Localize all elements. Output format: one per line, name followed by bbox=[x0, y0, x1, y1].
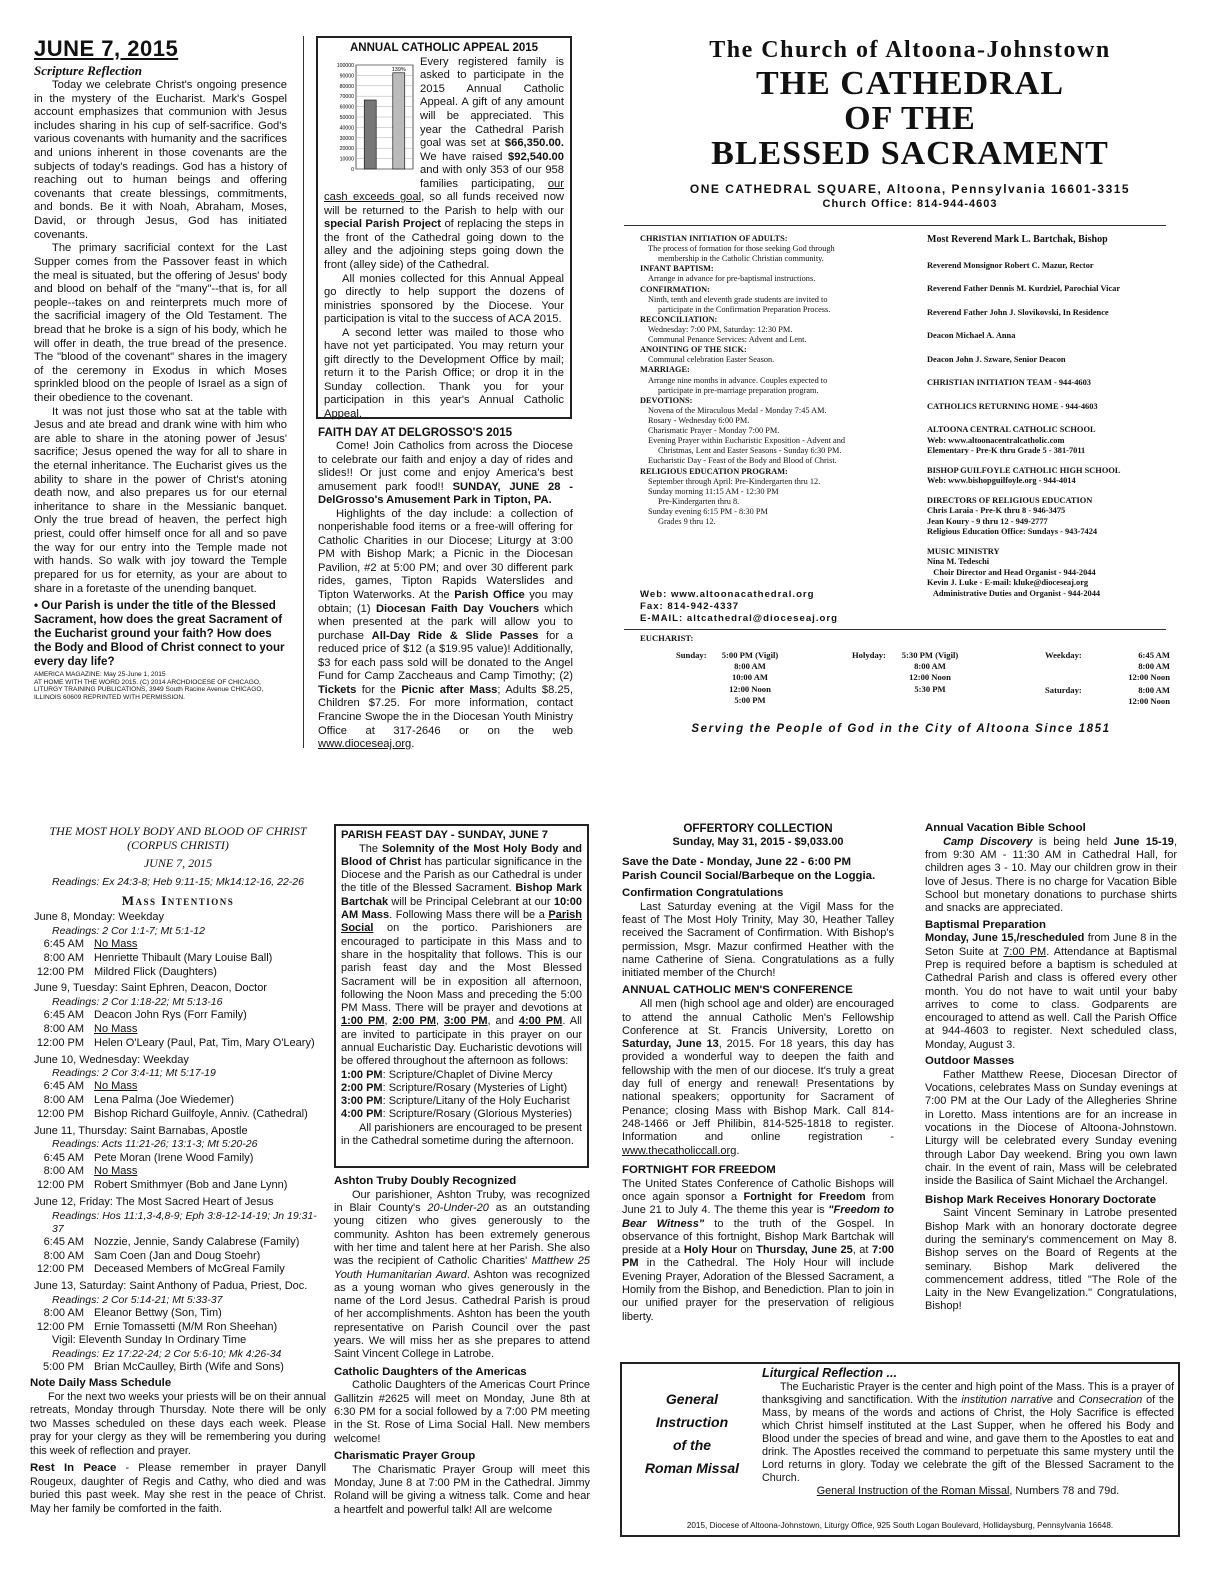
bottom-middle-articles: Ashton Truby Doubly Recognized Our parishioner, Ashton Truby, was recognized in Blair County's 20-Under-20 as an outstanding young citizen who gives generously to the community. Ashton has been extremely generous with her time and talent here at her Parish. She also was the recipient of Catholic Charities' Matthew 25 Youth Humanitarian Award. Ashton was recognized as a young woman who gives generously in the name of the Lord Jesus. Cathedral Parish is proud of her accomplishments. Ashton has been the youth representative on Parish Council over the past years. We will miss her as she prepares to attend Saint Vincent College in Latrobe. Catholic Daughters of the Americas Catholic Daughters of the Americas Court Prince Gallitzin #2625 will meet on Monday, June 8th at 6:30 PM for a social followed by a 7:00 PM meeting in the St. Rose of Lima Social Hall. New members welcome! Charismatic Prayer Group The Charismatic Prayer Group will meet this Monday, June 8 at 7:00 PM in the Cathedral. Jimmy Roland will be giving a witness talk. Come and hear a heartfelt and powerful talk! All are welcome bbox=[334, 1175, 591, 1516]
staff-detail: Choir Director and Head Organist - 944-2044 bbox=[927, 567, 1096, 577]
mass-time: 8:00 AM bbox=[914, 661, 946, 672]
staff-detail: Web: www.altoonacentralcatholic.com bbox=[927, 435, 1065, 445]
intention-name: Henriette Thibault (Mary Louise Ball) bbox=[94, 951, 273, 964]
data-label: 139% bbox=[391, 66, 406, 73]
intention-row bbox=[34, 1108, 326, 1122]
bar-raised bbox=[393, 73, 405, 169]
intention-time: 6:45 AM bbox=[43, 1009, 84, 1022]
intention-row bbox=[34, 1037, 326, 1051]
scripture-reflection bbox=[34, 36, 287, 702]
info-line: Ninth, tenth and eleventh grade students are invited to bbox=[648, 294, 828, 304]
info-line: Arrange in advance for pre-baptismal instructions. bbox=[648, 274, 816, 284]
intention-day: June 12, Friday: The Most Sacred Heart of Jesus bbox=[34, 1195, 274, 1208]
intention-readings: Readings: 2 Cor 1:18-22; Mt 5:13-16 bbox=[52, 996, 223, 1009]
staff-name: DIRECTORS OF RELIGIOUS EDUCATION bbox=[927, 495, 1093, 505]
info-line: ANOINTING OF THE SICK: bbox=[640, 345, 747, 355]
address: ONE CATHEDRAL SQUARE, Altoona, Pennsylvania 16601-3315 bbox=[689, 182, 1131, 196]
mass-time: 12:00 Noon bbox=[1128, 696, 1170, 707]
staff-detail: Chris Laraia - Pre-K thru 8 - 946-3475 bbox=[927, 506, 1066, 515]
offertory-title: OFFERTORY COLLECTION bbox=[683, 822, 833, 835]
staff-entry bbox=[927, 331, 1172, 342]
liturgical-reflection: Liturgical Reflection ... The Eucharistic Prayer is the center and high point of the Mass. This is a prayer of thanksgiving and sanctification. With the institution narrative and Consecration of the Mass, by means of the words and actions of Christ, the Holy Sacrifice is effected which Christ himself instituted at the Last Supper, when he offered his Body and Blood under the species of bread and wine, and gave them to the Apostles to eat and drink. The Apostles received the command to perpetuate this same mystery until the Lord returns in glory. Today we celebrate the gift of the Blessed Sacrament to the Church. General Instruction of the Roman Missal, Numbers 78 and 79d. bbox=[762, 1366, 1175, 1497]
intention-name: Helen O'Leary (Paul, Pat, Tim, Mary O'Leary) bbox=[94, 1036, 315, 1049]
staff-detail: Religious Education Office: Sundays - 943-7424 bbox=[927, 527, 1098, 536]
intention-name: Pete Moran (Irene Wood Family) bbox=[94, 1151, 254, 1164]
intention-day: June 8, Monday: Weekday bbox=[34, 911, 165, 924]
appeal-text: Every registered family is asked to participate in the 2015 Annual Catholic Appeal. A gift of any amount will be appreciated. This year the Cathedral Parish goal was set at $66,350.00. We have raised $92,540.00 and with only 353 of our 958 families participating, our cash exceeds goal, so all funds received now will be returned to the Parish to help with our special Parish Project of replacing the steps in the front of the Cathedral going down to the alley and the adjoining steps going down the front (alley side) of the Cathedral. bbox=[324, 55, 564, 271]
bottom-right-col-b: Annual Vacation Bible School Camp Discovery is being held June 15-19, from 9:30 AM - 11:30 AM in Cathedral Hall, for children ages 3 - 10. May our children grow in their love of Jesus. There is no charge for Vacation Bible School but monetary donations to purchase shirts and snacks are appreciated. Baptismal Preparation Monday, June 15,/rescheduled from June 8 in the Seton Suite at 7:00 PM. Attendance at Baptismal Prep is required before a baptism is scheduled at Cathedral Parish and class is offered every other month. You do not have to wait until your baby arrives to come to class. Godparents are encouraged to attend as well. Call the Parish Office at 944-4603 to register. Next scheduled class, Monday, August 3. Outdoor Masses Father Matthew Reese, Diocesan Director of Vocations, celebrates Mass on Sunday evenings at 7:00 PM at the Our Lady of the Allegheries Shrine in Loretto. Mass intentions are for an increase in vocations in the Diocese of Altoona-Johnstown. Liturgy will be celebrated every Sunday evening through Labor Day weekend. Bring you own lawn chair. In the event of rain, Mass will be celebrated inside the Basilica of Saint Michael the Archangel. Bishop Mark Receives Honorary Doctorate Saint Vincent Seminary in Latrobe presented Bishop Mark with an honorary doctorate degree during the seminary's commencement on May 8. Bishop serves on the Board of Regents at the seminary. Bishop Mark delivered the commencement address, titled "The Role of the Laity in the New Evangelization." Congratulations, Bishop! bbox=[925, 822, 1178, 1313]
info-line: RECONCILIATION: bbox=[640, 314, 718, 324]
info-line: CHRISTIAN INITIATION OF ADULTS: bbox=[640, 234, 788, 243]
intention-time: 6:45 AM bbox=[43, 1080, 84, 1093]
intention-day: June 10, Wednesday: Weekday bbox=[34, 1053, 189, 1066]
intention-name: Ernie Tomassetti (M/M Ron Sheehan) bbox=[94, 1320, 278, 1333]
staff-entry bbox=[927, 547, 1172, 600]
liturgical-footer: 2015, Diocese of Altoona-Johnstown, Liturgy Office, 925 South Logan Boulevard, Hollidaysburg, Pennsylvania 16648. bbox=[686, 1521, 1114, 1530]
daily-note-text: For the next two weeks your priests will be on their annual retreats, Monday through Thursday. Note there will be only two Masses scheduled on these days each week. Please pray for your clergy as they will be remembering you during this week of reflection and prayer. bbox=[30, 1390, 326, 1457]
mass-time: 10:00 AM bbox=[731, 672, 769, 683]
devotion-time: 2:00 PM bbox=[341, 1081, 383, 1094]
intention-time: 5:00 PM bbox=[43, 1361, 84, 1374]
reflection-paragraph: It was not just those who sat at the table with Jesus and ate bread and drank wine with him who are able to share in the atoning power of Jesus' sacrifice; Jesus opened the way for all to share in the eternal inheritance. The Eucharist gives us the ability to share in the power of Christ's atoning death now, and also prepares us for our eternal inheritance to share in the Messianic banquet. Only the true bread of heaven, the perfect high priest, could offer himself once for all and so pave the way for our entry into the Temple made not with hands. So walk with joy toward the Temple prepared for us for eternity, as your are about to share in a foretaste of the unending banquet. bbox=[34, 405, 287, 595]
info-line: September through April: Pre-Kindergarten thru 12. bbox=[648, 476, 821, 486]
sunday-times bbox=[710, 650, 790, 706]
intention-day: June 11, Thursday: Saint Barnabas, Apostle bbox=[34, 1124, 248, 1137]
bottom-right-col-a: OFFERTORY COLLECTION Sunday, May 31, 2015 - $9,033.00 Save the Date - Monday, June 22 - 6:00 PM Parish Council Social/Barbeque on the Loggia. Confirmation Congratulations Last Saturday evening at the Vigil Mass for the feast of The Most Holy Trinity, May 30, Heather Talley received the Sacrament of Confirmation. With Bishop's permission, Msgr. Mazur confirmed Heather with the name Catherine of Siena. Congratulations as a fully initiated member of the Church! ANNUAL CATHOLIC MEN'S CONFERENCE All men (high school age and older) are encouraged to attend the annual Catholic Men's Fellowship Conference at St. Francis University, Loretto on Saturday, June 13, 2015. For 18 years, this day has provided a wonderful way to deepen the faith and fellowship with the men of our diocese. It's truly a great day full of energy and renewal! Presentations by national speakers; opportunity for Sacrament of Penance; closing Mass with Bishop Mark. Call 814-248-1466 or Jeff Philibin, 814-525-1818 to register. Information and online registration - www.thecatholiccall.org. FORTNIGHT FOR FREEDOM The United States Conference of Catholic Bishops will once again sponsor a Fortnight for Freedom from June 21 to July 4. The theme this year is "Freedom to Bear Witness" to the truth of the Gospel. In observance of this fortnight, Bishop Mark Bartchak will preside at a Holy Hour on Thursday, June 25, at 7:00 PM in the Cathedral. The Holy Hour will include Evening Prayer, Adoration of the Blessed Sacrament, a Homily from the Bishop, and Benediction. Plan to join in our unified prayer for the preservation of religious liberty. bbox=[622, 822, 894, 1323]
staff-name: Reverend Father Dennis M. Kurdziel, Parochial Vicar bbox=[927, 284, 1121, 293]
reflection-paragraph: The primary sacrificial context for the Last Supper comes from the Passover feast in which the meal is situated, but the offering of Jesus' body and blood on behalf of the "many"--that is, for all people--takes on and reinterprets much more of the sacrificial imagery of the Old Testament. The bread that he broke is a sign of his body, which he will offer in death, the true bread of the presence. The "blood of the covenant" shares in the imagery of the ceremony in Exodus in which Moses sprinkled blood on the people of Israel as a sign of their obedience to the covenant. bbox=[34, 242, 287, 404]
staff-name: Reverend Father John J. Slovikovski, In Residence bbox=[927, 307, 1109, 317]
staff-name: BISHOP GUILFOYLE CATHOLIC HIGH SCHOOL bbox=[927, 465, 1121, 475]
mass-time: 8:00 AM bbox=[1138, 685, 1170, 695]
offertory-amount: Sunday, May 31, 2015 - $9,033.00 bbox=[672, 836, 844, 849]
catholic-call-link[interactable]: www.thecatholiccall.org bbox=[622, 1144, 737, 1157]
info-line: Arrange nine months in advance. Couples expected to bbox=[648, 375, 828, 385]
email[interactable]: E-MAIL: altcathedral@dioceseaj.org bbox=[640, 612, 838, 624]
serving-motto: Serving the People of God in the City of Altoona Since 1851 bbox=[691, 723, 1111, 735]
staff-entry bbox=[927, 378, 1172, 389]
staff-entry bbox=[927, 284, 1172, 295]
feast-box-title: PARISH FEAST DAY - SUNDAY, JUNE 7 bbox=[341, 829, 549, 841]
readings: Readings: Ex 24:3-8; Heb 9:11-15; Mk14:12-16, 22-26 bbox=[52, 876, 304, 889]
devotion-list bbox=[341, 1069, 582, 1122]
liturgical-reflection-box bbox=[620, 1362, 1180, 1537]
y-tick-label: 30000 bbox=[339, 135, 354, 142]
info-line: MARRIAGE: bbox=[640, 365, 690, 375]
intention-name: Brian McCaulley, Birth (Wife and Sons) bbox=[94, 1361, 284, 1374]
staff-name: Deacon John J. Szware, Senior Deacon bbox=[927, 354, 1066, 364]
devotion-item bbox=[341, 1069, 582, 1082]
info-line: INFANT BAPTISM: bbox=[640, 264, 714, 274]
intention-readings: Readings: 2 Cor 5:14-21; Mt 5:33-37 bbox=[52, 1293, 223, 1306]
intention-row bbox=[34, 1080, 326, 1094]
info-line: Evening Prayer within Eucharistic Exposition - Advent and bbox=[648, 436, 846, 446]
staff-detail: Administrative Duties and Organist - 944-2044 bbox=[927, 588, 1101, 598]
sacraments-info bbox=[640, 234, 920, 527]
y-tick-label: 100000 bbox=[336, 62, 354, 69]
fax: Fax: 814-942-4337 bbox=[640, 600, 740, 612]
church-office-phone: Church Office: 814-944-4603 bbox=[822, 198, 998, 210]
reflection-label: Scripture Reflection bbox=[34, 63, 142, 79]
intention-time: 8:00 AM bbox=[43, 1165, 84, 1178]
mass-intentions-title: Mass Intentions bbox=[121, 892, 235, 908]
intention-time: 8:00 AM bbox=[43, 1094, 84, 1107]
reflection-question: • Our Parish is under the title of the Blessed Sacrament, how does the great Sacrament of the Eucharist ground your faith? How does the Body and Blood of Christ connect to your every day life? bbox=[34, 599, 285, 668]
weekday-times bbox=[1090, 650, 1170, 684]
staff-name: MUSIC MINISTRY bbox=[927, 546, 1000, 556]
staff-name: CHRISTIAN INITIATION TEAM - 944-4603 bbox=[927, 378, 1091, 387]
info-line: Christmas, Lent and Easter Seasons - Sunday 6:30 PM. bbox=[658, 446, 842, 456]
y-tick-label: 70000 bbox=[339, 93, 354, 100]
intention-time: 12:00 PM bbox=[36, 1263, 84, 1276]
appeal-title: ANNUAL CATHOLIC APPEAL 2015 bbox=[349, 42, 539, 54]
eucharist-rule bbox=[624, 629, 1166, 630]
intention-readings: Readings: 2 Cor 3:4-11; Mt 5:17-19 bbox=[52, 1067, 216, 1080]
mass-time: 12:00 Noon bbox=[729, 683, 771, 694]
saturday-times bbox=[1090, 685, 1170, 707]
charismatic-title: Charismatic Prayer Group bbox=[334, 1449, 476, 1462]
info-line: Novena of the Miraculous Medal - Monday 7:45 AM. bbox=[648, 405, 827, 415]
intention-name: No Mass bbox=[94, 1080, 138, 1093]
info-line: DEVOTIONS: bbox=[640, 395, 693, 405]
intention-name: No Mass bbox=[94, 1023, 138, 1036]
intention-time: 6:45 AM bbox=[43, 938, 84, 951]
intention-row bbox=[34, 952, 326, 966]
diocese-link[interactable]: www.dioceseaj.org bbox=[318, 738, 412, 751]
mass-time: 12:00 Noon bbox=[1128, 672, 1170, 683]
staff-detail: Elementary - Pre-K thru Grade 5 - 381-7011 bbox=[927, 446, 1086, 455]
staff-name: CATHOLICS RETURNING HOME - 944-4603 bbox=[927, 401, 1098, 411]
intention-name: Mildred Flick (Daughters) bbox=[94, 965, 217, 978]
intention-row bbox=[34, 1307, 326, 1321]
intention-time: 12:00 PM bbox=[36, 1320, 84, 1333]
vigil-title: Vigil: Eleventh Sunday In Ordinary Time bbox=[52, 1334, 247, 1347]
intention-row bbox=[34, 1165, 326, 1179]
staff-directory bbox=[927, 234, 1172, 608]
mass-time: 5:00 PM (Vigil) bbox=[721, 650, 779, 660]
reflection-paragraph: Today we celebrate Christ's ongoing presence in the mystery of the Eucharist. Mark's Gospel account emphasizes that communion with Jesus includes sharing in his cup of self-sacrifice. God's various covenants with humanity and the sacrifices and unions inherent in those covenants are the subjects of today's readings. God has a history of reaching out to human beings and offering covenants that create blessings, commitments, and bonds. Be it with Noah, Abraham, Moses, David, or through Jesus, God has initiated covenants. bbox=[34, 78, 287, 241]
intention-name: No Mass bbox=[94, 1165, 138, 1178]
staff-entry bbox=[927, 261, 1172, 272]
mass-time: 6:45 AM bbox=[1138, 650, 1170, 660]
intention-time: 12:00 PM bbox=[36, 1179, 84, 1192]
devotion-time: 3:00 PM bbox=[341, 1095, 383, 1108]
info-line: Communal Penance Services: Advent and Lent. bbox=[648, 335, 807, 345]
devotion-item bbox=[341, 1095, 582, 1108]
intention-day: June 9, Tuesday: Saint Ephren, Deacon, Doctor bbox=[34, 982, 267, 995]
info-line: Eucharistic Day - Feast of the Body and Blood of Christ. bbox=[648, 456, 837, 466]
intention-time: 6:45 AM bbox=[43, 1235, 84, 1248]
intention-name: Robert Smithmyer (Bob and Jane Lynn) bbox=[94, 1179, 288, 1192]
intention-name: Bishop Richard Guilfoyle, Anniv. (Cathedral) bbox=[94, 1107, 308, 1120]
devotion-text: : Scripture/Litany of the Holy Eucharist bbox=[382, 1095, 570, 1108]
mass-time: 12:00 Noon bbox=[909, 672, 951, 683]
faith-day-title: FAITH DAY AT DELGROSSO'S 2015 bbox=[318, 426, 513, 439]
devotion-item bbox=[341, 1108, 582, 1121]
intention-time: 12:00 PM bbox=[36, 965, 84, 978]
header-rule bbox=[624, 225, 1166, 226]
intention-row bbox=[34, 938, 326, 952]
staff-entry bbox=[927, 466, 1172, 487]
contact-info bbox=[640, 589, 920, 625]
info-line: Charismatic Prayer - Monday 7:00 PM. bbox=[648, 426, 780, 436]
info-line: RELIGIOUS EDUCATION PROGRAM: bbox=[640, 466, 788, 476]
corpus-christi: THE MOST HOLY BODY AND BLOOD OF CHRIST (CORPUS CHRISTI) JUNE 7, 2015 Readings: Ex 24:3-8; Heb 9:11-15; Mk14:12-16, 22-26 Mass Intentions June 8, Monday: Weekday Readings: 2 Cor 1:1-7; Mt 5:1-12 6:45 AM No Mass 8:00 AM Henriette Thibault (Mary Louise Ball) 12:00 PM Mildred Flick (Daughters) June 9, Tuesday: Saint Ephren, Deacon, Doctor Readings: 2 Cor 1:18-22; Mt 5:13-16 6:45 AM Deacon John Rys (Forr Family) 8:00 AM No Mass 12:00 PM Helen O'Leary (Paul, Pat, Tim, Mary O'Leary) June 10, Wednesday: Weekday Readings: 2 Cor 3:4-11; Mt 5:17-19 6:45 AM No Mass 8:00 AM Lena Palma (Joe Wiedemer) 12:00 PM Bishop Richard Guilfoyle, Anniv. (Cathedral) June 11, Thursday: Saint Barnabas, Apostle Readings: Acts 11:21-26; 13:1-3; Mt 5:20-26 6:45 AM Pete Moran (Irene Wood Family) 8:00 AM No Mass 12:00 PM Robert Smithmyer (Bob and Jane Lynn) June 12, Friday: The Most Sacred Heart of Jesus Readings: Hos 11:1,3-4,8-9; Eph 3:8-12-14-19; Jn 19:31-37 6:45 AM Nozzie, Jennie, Sandy Calabrese (Family) 8:00 AM Sam Coen (Jan and Doug Stoehr) 12:00 PM Deceased Members of McGreal Family June 13, Saturday: Saint Anthony of Padua, Priest, Doc. Readings: 2 Cor 5:14-21; Mt 5:33-37 8:00 AM Eleanor Bettwy (Son, Tim) 12:00 PM Ernie Tomassetti (M/M Ron Sheehan) Vigil: Eleventh Sunday In Ordinary Time Readings: Ez 17:22-24; 2 Cor 5:6-10; Mk 4:26-34 5:00 PM Brian McCaulley, Birth (Wife and Sons) Note Daily Mass Schedule For the next two weeks your priests will be on their annual retreats, Monday through Thursday. Note there will be only two Masses scheduled on these days each week. Please pray for your clergy as they will be remembering you during this week of reflection and prayer. Rest In Peace - Please remember in prayer Danyll Rougeux, daughter of Regis and Cathy, who died and was buried this past week. May she rest in the peace of Christ. May her family be comforted in the faith. bbox=[30, 824, 326, 1515]
info-line: CONFIRMATION: bbox=[640, 284, 710, 294]
mass-time: 5:00 PM bbox=[734, 694, 766, 705]
reflection-credit: AMERICA MAGAZINE: May 25-June 1, 2015 AT HOME WITH THE WORD 2015. (C) 2014 ARCHDIOCESE OF CHICAGO, LITURGY TRAINING PUBLICATIONS, 3949 South Racine Avenue CHICAGO, ILLINOIS 60609 REPRINTED WITH PERMISSION. bbox=[34, 670, 264, 702]
parish-feast-box: PARISH FEAST DAY - SUNDAY, JUNE 7 The Solemnity of the Most Holy Body and Blood of Christ has particular significance in the Diocese and the Parish as our Cathedral is under the title of the Blessed Sacrament. Bishop Mark Bartchak will be Principal Celebrant at our 10:00 AM Mass. Following Mass there will be a Parish Social on the portico. Parishioners are encouraged to participate in this Mass and to share in the hospitality that follows. This is our parish feast day and the Most Blessed Sacrament will be in exposition all afternoon, following the Noon Mass and preceding the 5:00 PM Mass. There will be prayer and devotions at 1:00 PM, 2:00 PM, 3:00 PM, and 4:00 PM. All are invited to participate in this prayer on our annual Eucharistic Day. Eucharistic devotions will be offered throughout the afternoon as follows: 1:00 PM: Scripture/Chaplet of Divine Mercy 2:00 PM: Scripture/Rosary (Mysteries of Light) 3:00 PM: Scripture/Litany of the Holy Eucharist 4:00 PM: Scripture/Rosary (Glorious Mysteries) All parishioners are encouraged to be present in the Cathedral sometime during the afternoon. bbox=[334, 824, 589, 1168]
intention-name: No Mass bbox=[94, 938, 138, 951]
intention-row bbox=[34, 1250, 326, 1264]
faith-day: FAITH DAY AT DELGROSSO'S 2015 Come! Join Catholics from across the Diocese to celebrate our faith and enjoy a day of rides and slides!! Or just come and enjoy America's best amusement park food!! SUNDAY, JUNE 28 - DelGrosso's Amusement Park in Tipton, PA. Highlights of the day include: a collection of nonperishable food items or a free-will offering for Catholic Charities in our Diocese; Liturgy at 3:00 PM with Bishop Mark; a Picnic in the Diocesan Pavilion, #2 at 5:00 PM; and over 30 different park rides, games, Tipton Rapids Waterslides and Tipton Waterworks. At the Parish Office you may obtain; (1) Diocesan Faith Day Vouchers which when presented at the park will allow you to purchase All-Day Ride & Slide Passes for a reduced price of $12 (a $19.95 value)! Additionally, $3 for each pass sold will be donated to the Angel Fund for Camp Zaccheaus and Camp Timothy; (2) Tickets for the Picnic after Mass; Adults $8.25, Children $7.25. For more information, contact Francine Swope the in the Diocesan Youth Ministry Office at 317-2646 or on the web www.dioceseaj.org. bbox=[318, 426, 574, 751]
girm-side-label: General Instruction of the Roman Missal bbox=[644, 1391, 740, 1477]
info-line: Wednesday: 7:00 PM, Saturday: 12:30 PM. bbox=[648, 324, 793, 334]
intention-row bbox=[34, 1263, 326, 1277]
intention-readings: Readings: Acts 11:21-26; 13:1-3; Mt 5:20-26 bbox=[52, 1138, 258, 1151]
y-tick-label: 10000 bbox=[339, 156, 354, 163]
appeal-chart bbox=[322, 57, 417, 179]
intention-row bbox=[34, 1236, 326, 1250]
intention-name: Deceased Members of McGreal Family bbox=[94, 1263, 285, 1276]
info-line: participate in the Confirmation Preparation Process. bbox=[658, 304, 831, 314]
devotion-time: 4:00 PM bbox=[341, 1108, 383, 1121]
church-name: The Church of Altoona-Johnstown bbox=[709, 37, 1111, 63]
intention-day: June 13, Saturday: Saint Anthony of Padua, Priest, Doc. bbox=[34, 1280, 308, 1293]
intention-row bbox=[34, 1009, 326, 1023]
y-tick-label: 90000 bbox=[339, 73, 354, 80]
feast-title: THE MOST HOLY BODY AND BLOOD OF CHRIST bbox=[49, 824, 307, 838]
intention-time: 8:00 AM bbox=[43, 951, 84, 964]
intention-row bbox=[34, 1094, 326, 1108]
intention-row bbox=[34, 1152, 326, 1166]
appeal-p2: All monies collected for this Annual Appeal go directly to help support the dozens of ministries sponsored by the Diocese. Your participation is vital to the success of ACA 2015. bbox=[324, 272, 564, 326]
info-line: Sunday morning 11:15 AM - 12:30 PM bbox=[648, 486, 779, 496]
staff-entry bbox=[927, 425, 1172, 457]
intention-time: 6:45 AM bbox=[43, 1151, 84, 1164]
staff-detail: Jean Koury - 9 thru 12 - 949-2777 bbox=[927, 516, 1048, 526]
holyday-times bbox=[890, 650, 970, 695]
staff-entry bbox=[927, 308, 1172, 319]
staff-name: ALTOONA CENTRAL CATHOLIC SCHOOL bbox=[927, 425, 1096, 434]
intention-name: Lena Palma (Joe Wiedemer) bbox=[94, 1094, 235, 1107]
info-line: Pre-Kindergarten thru 8. bbox=[658, 496, 740, 506]
intention-row bbox=[34, 966, 326, 980]
devotion-text: : Scripture/Rosary (Glorious Mysteries) bbox=[382, 1108, 573, 1121]
intention-readings: Readings: Ez 17:22-24; 2 Cor 5:6-10; Mk 4:26-34 bbox=[52, 1348, 282, 1361]
intention-row bbox=[34, 1321, 326, 1335]
intention-row bbox=[34, 1361, 326, 1375]
staff-entry bbox=[927, 234, 1172, 247]
staff-name: Deacon Michael A. Anna bbox=[927, 331, 1016, 340]
intention-time: 12:00 PM bbox=[36, 1036, 84, 1049]
appeal-p3: A second letter was mailed to those who have not yet participated. You may return your gift directly to the Development Office by mail; return it to the Parish Office; or drop it in the Sunday collection. Thank you for your participation in this year's Annual Catholic Appeal. bbox=[324, 326, 564, 421]
mass-time: 8:00 AM bbox=[1138, 661, 1170, 672]
devotion-item bbox=[341, 1082, 582, 1095]
y-tick-label: 50000 bbox=[339, 114, 354, 121]
staff-entry bbox=[927, 355, 1172, 366]
eucharist-schedule: EUCHARIST: Sunday: 5:00 PM (Vigil) 8:00 AM 10:00 AM 12:00 Noon 5:00 PM Holyday: 5:30 PM (Vigil) 8:00 AM 12:00 Noon 5:30 PM Weekday: 6:45 AM 8:00 AM 12:00 Noon Saturday: 8:00 AM 12:00 Noon bbox=[640, 633, 1170, 707]
staff-entry bbox=[927, 402, 1172, 413]
staff-detail: Kevin J. Luke - E-mail: kluke@dioceseaj.org bbox=[927, 578, 1089, 587]
intention-name: Deacon John Rys (Forr Family) bbox=[94, 1009, 247, 1022]
reflection-body bbox=[34, 79, 287, 596]
devotion-time: 1:00 PM bbox=[341, 1068, 383, 1081]
mass-intentions bbox=[34, 911, 326, 1375]
intention-time: 8:00 AM bbox=[43, 1023, 84, 1036]
y-tick-label: 20000 bbox=[339, 145, 354, 152]
intention-name: Nozzie, Jennie, Sandy Calabrese (Family) bbox=[94, 1235, 300, 1248]
mass-time: 5:30 PM (Vigil) bbox=[901, 650, 959, 660]
bar-goal bbox=[364, 100, 376, 169]
info-line: Communal celebration Easter Season. bbox=[648, 355, 775, 365]
info-line: Sunday evening 6:15 PM - 8:30 PM bbox=[648, 506, 768, 516]
y-tick-label: 0 bbox=[351, 166, 354, 173]
intention-name: Eleanor Bettwy (Son, Tim) bbox=[94, 1306, 222, 1319]
intention-readings: Readings: Hos 11:1,3-4,8-9; Eph 3:8-12-14-19; Jn 19:31-37 bbox=[52, 1209, 317, 1235]
info-line: participate in pre-marriage preparation program. bbox=[658, 385, 819, 395]
y-tick-label: 60000 bbox=[339, 104, 354, 111]
intention-name: Sam Coen (Jan and Doug Stoehr) bbox=[94, 1249, 261, 1262]
staff-detail: Nina M. Tedeschi bbox=[927, 557, 990, 566]
intention-time: 8:00 AM bbox=[43, 1249, 84, 1262]
intention-readings: Readings: 2 Cor 1:1-7; Mt 5:1-12 bbox=[52, 925, 205, 938]
intention-row bbox=[34, 1023, 326, 1037]
info-line: membership in the Catholic Christian community. bbox=[658, 254, 824, 264]
daughters-title: Catholic Daughters of the Americas bbox=[334, 1365, 527, 1378]
intention-row bbox=[34, 1179, 326, 1193]
reflection-date: JUNE 7, 2015 bbox=[34, 36, 179, 61]
website[interactable]: Web: www.altoonacathedral.org bbox=[640, 589, 815, 600]
staff-name: Reverend Monsignor Robert C. Mazur, Rector bbox=[927, 260, 1094, 270]
mass-time: 8:00 AM bbox=[734, 661, 766, 672]
info-line: Grades 9 thru 12. bbox=[658, 517, 716, 527]
appeal-box bbox=[316, 36, 572, 419]
truby-title: Ashton Truby Doubly Recognized bbox=[334, 1175, 517, 1187]
cathedral-title: THE CATHEDRAL OF THE BLESSED SACRAMENT bbox=[711, 65, 1109, 173]
mass-time: 5:30 PM bbox=[914, 683, 946, 694]
rest-in-peace: Rest In Peace - Please remember in prayer Danyll Rougeux, daughter of Regis and Cathy, who died and was buried this past week. May she rest in the peace of Christ. May her family be comforted in the faith. bbox=[30, 1462, 326, 1515]
y-tick-label: 40000 bbox=[339, 125, 354, 132]
y-tick-label: 80000 bbox=[339, 83, 354, 90]
column-divider bbox=[303, 36, 304, 748]
staff-name: Most Reverend Mark L. Bartchak, Bishop bbox=[927, 234, 1108, 245]
intention-time: 12:00 PM bbox=[36, 1107, 84, 1120]
devotion-text: : Scripture/Rosary (Mysteries of Light) bbox=[382, 1081, 568, 1094]
staff-detail: Web: www.bishopguilfoyle.org - 944-4014 bbox=[927, 476, 1076, 485]
bullet-icon: • bbox=[34, 599, 42, 613]
intention-time: 8:00 AM bbox=[43, 1306, 84, 1319]
info-line: Rosary - Wednesday 6:00 PM. bbox=[648, 415, 750, 425]
daily-note-title: Note Daily Mass Schedule bbox=[30, 1377, 172, 1390]
staff-entry bbox=[927, 496, 1172, 538]
info-line: The process of formation for those seeking God through bbox=[648, 244, 835, 254]
devotion-text: : Scripture/Chaplet of Divine Mercy bbox=[382, 1068, 553, 1081]
